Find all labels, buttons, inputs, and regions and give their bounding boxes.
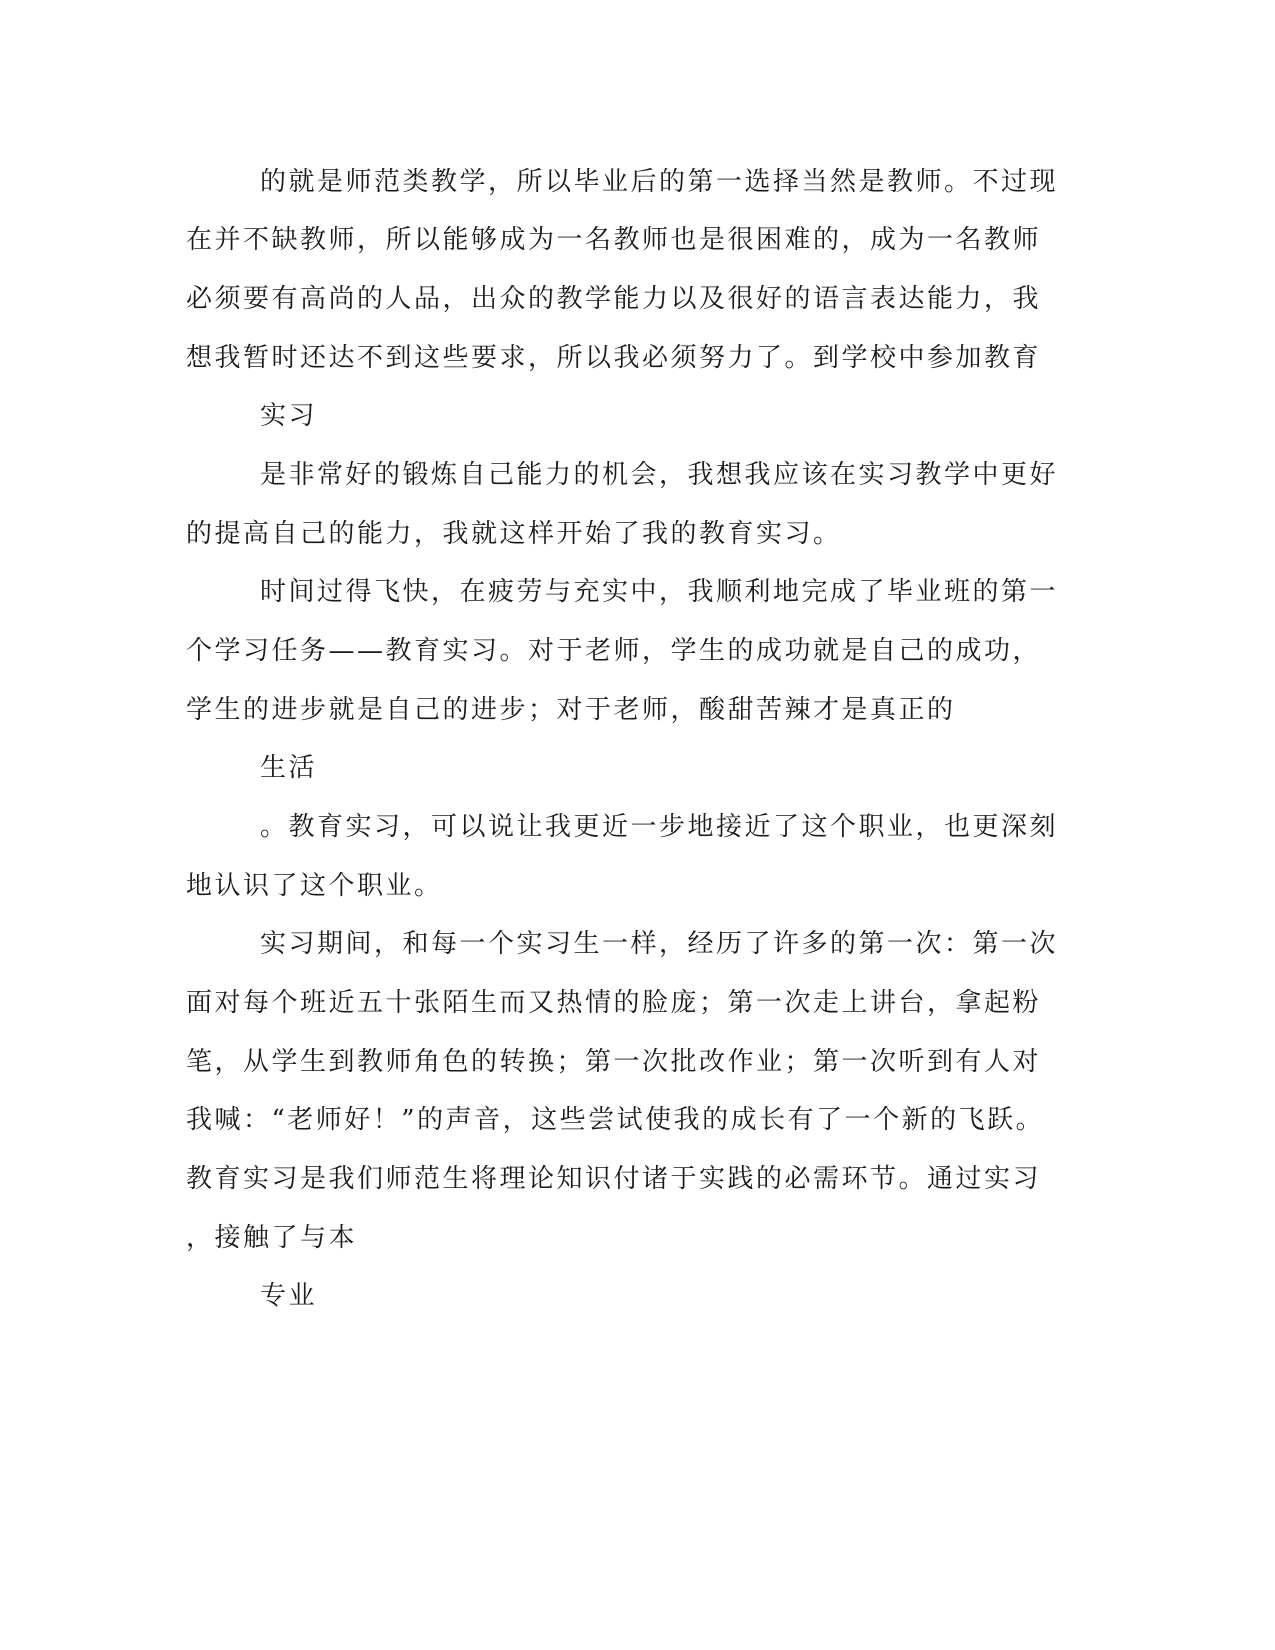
text-line: 必须要有高尚的人品，出众的教学能力以及很好的语言表达能力，我 — [186, 284, 1042, 314]
text-line: 的就是师范类教学，所以毕业后的第一选择当然是教师。不过现 — [260, 167, 1059, 197]
text-line: 是非常好的锻炼自己能力的机会，我想我应该在实习教学中更好 — [260, 460, 1059, 490]
text-line: 在并不缺教师，所以能够成为一名教师也是很困难的，成为一名教师 — [186, 225, 1042, 255]
text-line: 实习期间，和每一个实习生一样，经历了许多的第一次：第一次 — [260, 929, 1059, 959]
text-line: 实习 — [260, 401, 318, 431]
text-line: 教育实习是我们师范生将理论知识付诸于实践的必需环节。通过实习 — [186, 1164, 1042, 1194]
text-line: 个学习任务——教育实习。对于老师，学生的成功就是自己的成功， — [186, 636, 1042, 666]
text-line: 地认识了这个职业。 — [186, 871, 443, 901]
text-line: 专业 — [260, 1281, 318, 1311]
text-line: ，接触了与本 — [186, 1223, 358, 1253]
text-line: 面对每个班近五十张陌生而又热情的脸庞；第一次走上讲台，拿起粉 — [186, 988, 1042, 1018]
text-line: 学生的进步就是自己的进步；对于老师，酸甜苦辣才是真正的 — [186, 695, 956, 725]
text-line: 的提高自己的能力，我就这样开始了我的教育实习。 — [186, 519, 842, 549]
text-line: 生活 — [260, 753, 318, 783]
text-line: 笔，从学生到教师角色的转换；第一次批改作业；第一次听到有人对 — [186, 1047, 1042, 1077]
text-line: 。教育实习，可以说让我更近一步地接近了这个职业，也更深刻 — [260, 812, 1059, 842]
text-line: 想我暂时还达不到这些要求，所以我必须努力了。到学校中参加教育 — [186, 343, 1042, 373]
text-line: 我喊：“老师好！”的声音，这些尝试使我的成长有了一个新的飞跃。 — [186, 1105, 1045, 1135]
text-line: 时间过得飞快，在疲劳与充实中，我顺利地完成了毕业班的第一 — [260, 577, 1059, 607]
